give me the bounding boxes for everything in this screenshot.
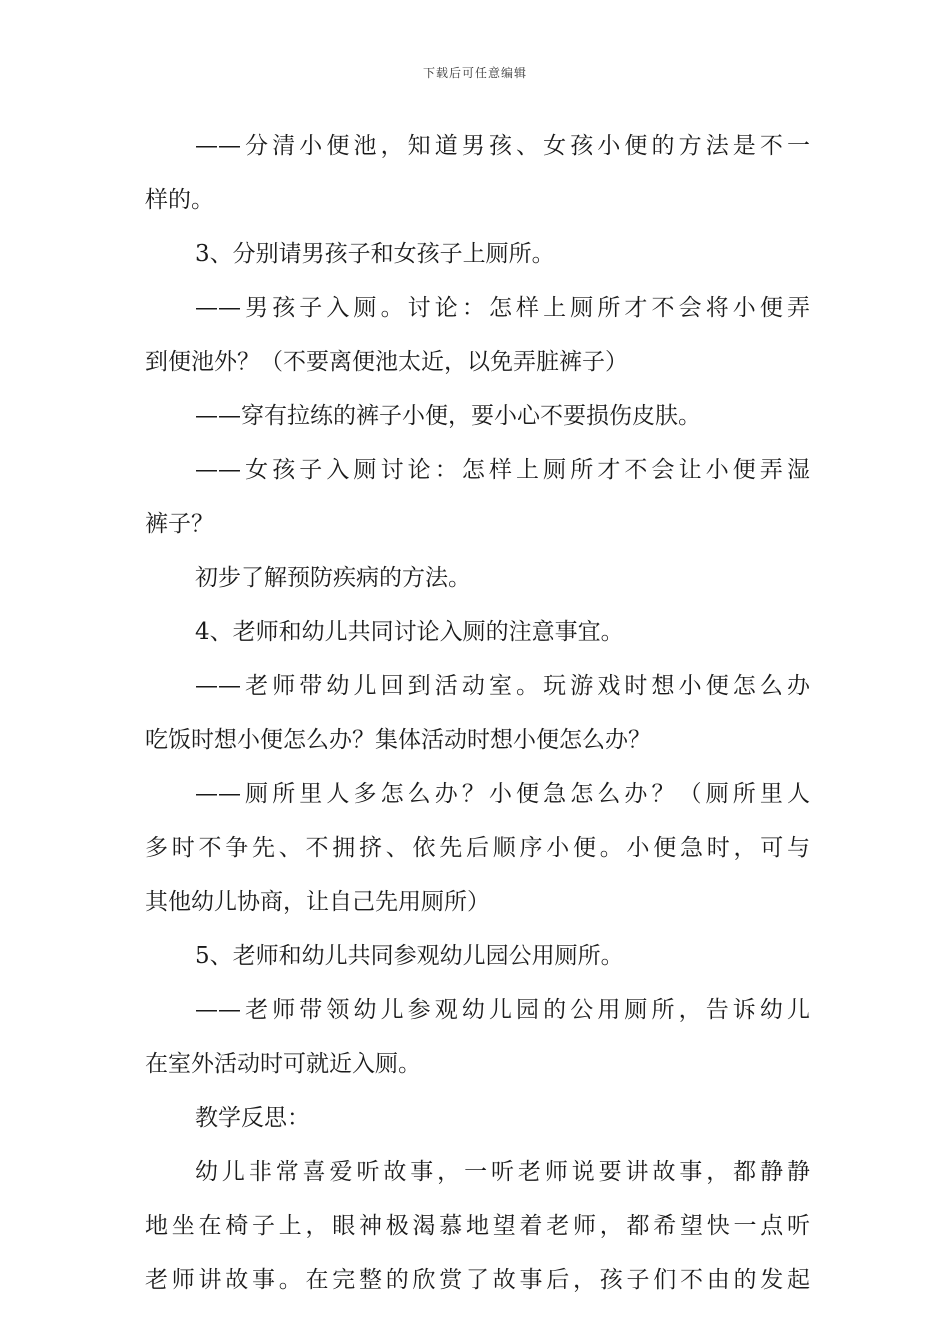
text-line: ——男孩子入厕。讨论：怎样上厕所才不会将小便弄 — [195, 295, 810, 321]
text-line: ——女孩子入厕讨论：怎样上厕所才不会让小便弄湿 — [195, 457, 810, 483]
text-line: 4、老师和幼儿共同讨论入厕的注意事宜。 — [195, 619, 624, 645]
text-line: 教学反思： — [195, 1105, 310, 1131]
text-line: 幼儿非常喜爱听故事，一听老师说要讲故事，都静静 — [195, 1159, 810, 1185]
text-line: 多时不争先、不拥挤、依先后顺序小便。小便急时，可与 — [145, 835, 810, 861]
text-line: 样的。 — [145, 187, 214, 213]
text-line: ——老师带幼儿回到活动室。玩游戏时想小便怎么办 — [195, 673, 810, 699]
text-line: 地坐在椅子上，眼神极渴慕地望着老师，都希望快一点听 — [145, 1213, 810, 1239]
text-line: ——老师带领幼儿参观幼儿园的公用厕所，告诉幼儿 — [195, 997, 810, 1023]
text-line: 3、分别请男孩子和女孩子上厕所。 — [195, 241, 555, 267]
text-line: ——分清小便池，知道男孩、女孩小便的方法是不一 — [195, 133, 810, 159]
text-line: 裤子？ — [145, 511, 214, 537]
text-line: 到便池外？（不要离便池太近，以免弄脏裤子） — [145, 349, 628, 375]
page-header: 下载后可任意编辑 — [422, 66, 527, 80]
text-line: 在室外活动时可就近入厕。 — [145, 1051, 421, 1077]
text-line: 5、老师和幼儿共同参观幼儿园公用厕所。 — [195, 943, 624, 969]
text-line: 初步了解预防疾病的方法。 — [195, 565, 471, 591]
text-line: ——厕所里人多怎么办？小便急怎么办？（厕所里人 — [195, 781, 810, 807]
document-body — [145, 128, 810, 1316]
text-line: 吃饭时想小便怎么办？集体活动时想小便怎么办？ — [145, 727, 651, 753]
text-line: 老师讲故事。在完整的欣赏了故事后，孩子们不由的发起 — [145, 1267, 810, 1293]
text-line: 其他幼儿协商，让自己先用厕所） — [145, 889, 490, 915]
text-line: ——穿有拉练的裤子小便，要小心不要损伤皮肤。 — [195, 403, 701, 429]
